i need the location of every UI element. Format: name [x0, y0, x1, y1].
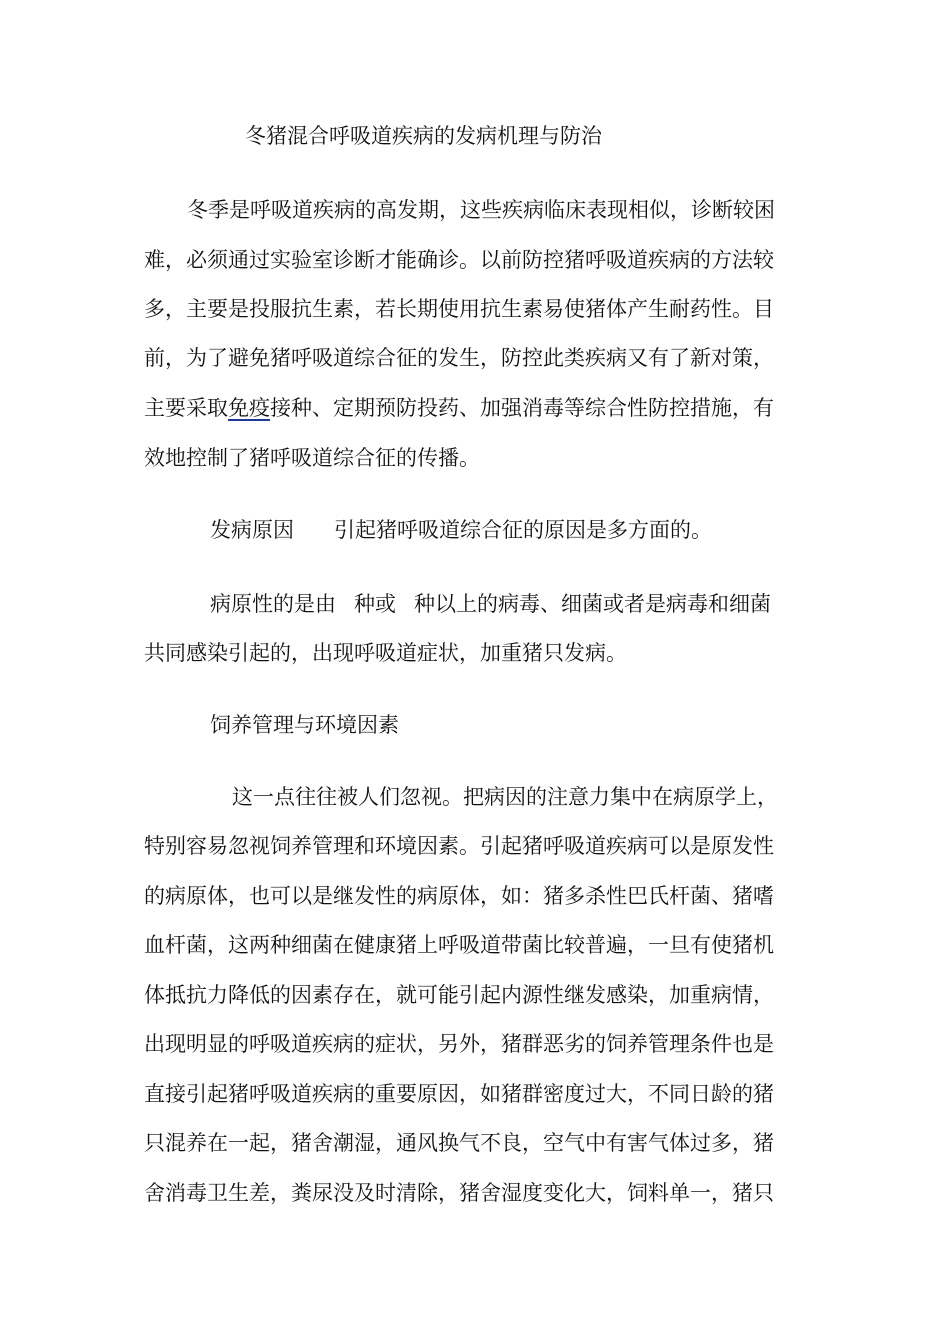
underlined-term: 免疫 [228, 396, 270, 420]
paragraph-line: 效地控制了猪呼吸道综合征的传播。 [144, 446, 480, 470]
document-title: 冬猪混合呼吸道疾病的发病机理与防治 [245, 124, 602, 148]
section-heading-management: 饲养管理与环境因素 [210, 713, 399, 737]
paragraph-line [210, 589, 771, 619]
text-span: 主要采取 [144, 396, 228, 420]
paragraph-line: 共同感染引起的，出现呼吸道症状，加重猪只发病。 [144, 641, 627, 665]
paragraph-line [144, 393, 774, 423]
paragraph-line: 体抵抗力降低的因素存在，就可能引起内源性继发感染，加重病情， [144, 983, 774, 1007]
paragraph-line: 多，主要是投服抗生素，若长期使用抗生素易使猪体产生耐药性。目 [144, 297, 774, 321]
paragraph-line: 特别容易忽视饲养管理和环境因素。引起猪呼吸道疾病可以是原发性 [144, 834, 774, 858]
text-span: 种或 [354, 592, 396, 616]
paragraph-line: 的病原体，也可以是继发性的病原体，如：猪多杀性巴氏杆菌、猪嗜 [144, 884, 774, 908]
section-line [210, 515, 712, 545]
text-span: 病原性的是由 [210, 592, 336, 616]
section-heading-cause: 发病原因 [210, 518, 294, 542]
paragraph-line: 直接引起猪呼吸道疾病的重要原因，如猪群密度过大，不同日龄的猪 [144, 1082, 774, 1106]
paragraph-line: 前，为了避免猪呼吸道综合征的发生，防控此类疾病又有了新对策， [144, 346, 774, 370]
paragraph-line: 难，必须通过实验室诊断才能确诊。以前防控猪呼吸道疾病的方法较 [144, 248, 774, 272]
paragraph-line: 冬季是呼吸道疾病的高发期，这些疾病临床表现相似，诊断较困 [187, 198, 775, 222]
paragraph-line: 只混养在一起，猪舍潮湿，通风换气不良，空气中有害气体过多，猪 [144, 1131, 774, 1155]
section-text: 引起猪呼吸道综合征的原因是多方面的。 [334, 518, 712, 542]
text-span: 接种、定期预防投药、加强消毒等综合性防控措施，有 [270, 396, 774, 420]
paragraph-line: 这一点往往被人们忽视。把病因的注意力集中在病原学上， [232, 785, 778, 809]
text-span: 种以上的病毒、细菌或者是病毒和细菌 [414, 592, 771, 616]
paragraph-line: 出现明显的呼吸道疾病的症状，另外，猪群恶劣的饲养管理条件也是 [144, 1032, 774, 1056]
paragraph-line: 血杆菌，这两种细菌在健康猪上呼吸道带菌比较普遍，一旦有使猪机 [144, 933, 774, 957]
paragraph-line: 舍消毒卫生差，粪尿没及时清除，猪舍湿度变化大，饲料单一，猪只 [144, 1181, 774, 1205]
